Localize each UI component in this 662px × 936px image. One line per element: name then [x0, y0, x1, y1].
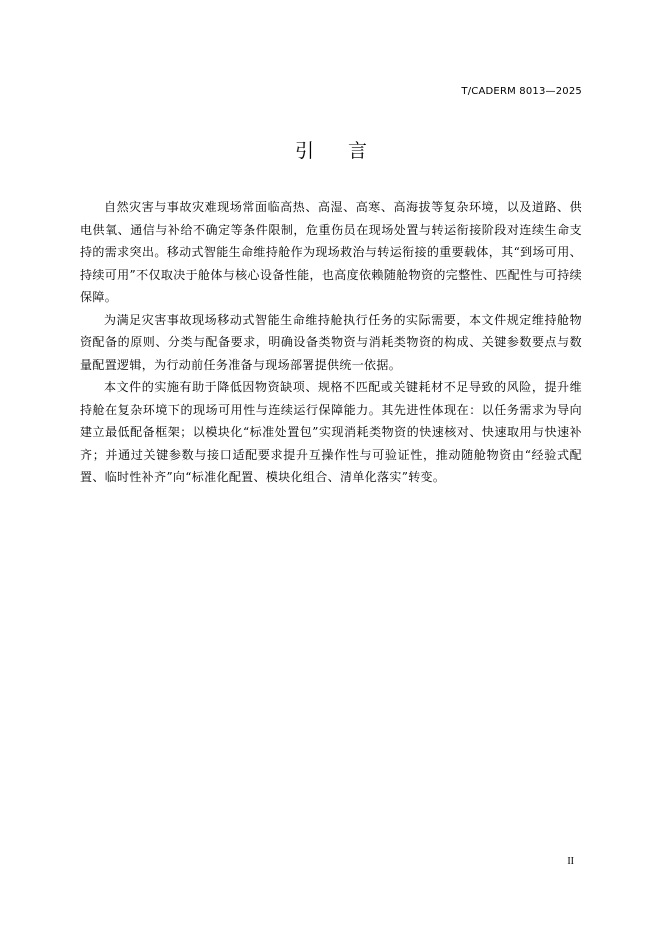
- paragraph-1: 自然灾害与事故灾难现场常面临高热、高湿、高寒、高海拔等复杂环境，以及道路、供电供氧、通信与补给不确定等条件限制，危重伤员在现场处置与转运衔接阶段对连续生命支持的需求突出。移动式智能生命维持舱作为现场救治与转运衔接的重要载体，其“到场可用、持续可用”不仅取决于舱体与核心设备性能，也高度依赖随舱物资的完整性、匹配性与可持续保障。: [80, 200, 582, 304]
- document-identifier: T/CADERM 8013—2025: [461, 86, 582, 97]
- page-number: II: [567, 856, 574, 867]
- introduction-body: [80, 196, 582, 489]
- section-title: 引 言: [294, 140, 382, 162]
- paragraph-2: 为满足灾害事故现场移动式智能生命维持舱执行任务的实际需要，本文件规定维持舱物资配备的原则、分类与配备要求，明确设备类物资与消耗类物资的构成、关键参数要点与数量配置逻辑，为行动前任务准备与现场部署提供统一依据。: [80, 312, 582, 372]
- paragraph-3: 本文件的实施有助于降低因物资缺项、规格不匹配或关键耗材不足导致的风险，提升维持舱在复杂环境下的现场可用性与连续运行保障能力。其先进性体现在：以任务需求为导向建立最低配备框架；以模块化“标准处置包”实现消耗类物资的快速核对、快速取用与快速补齐；并通过关键参数与接口适配要求提升互操作性与可验证性，推动随舱物资由“经验式配置、临时性补齐”向“标准化配置、模块化组合、清单化落实”转变。: [80, 380, 582, 484]
